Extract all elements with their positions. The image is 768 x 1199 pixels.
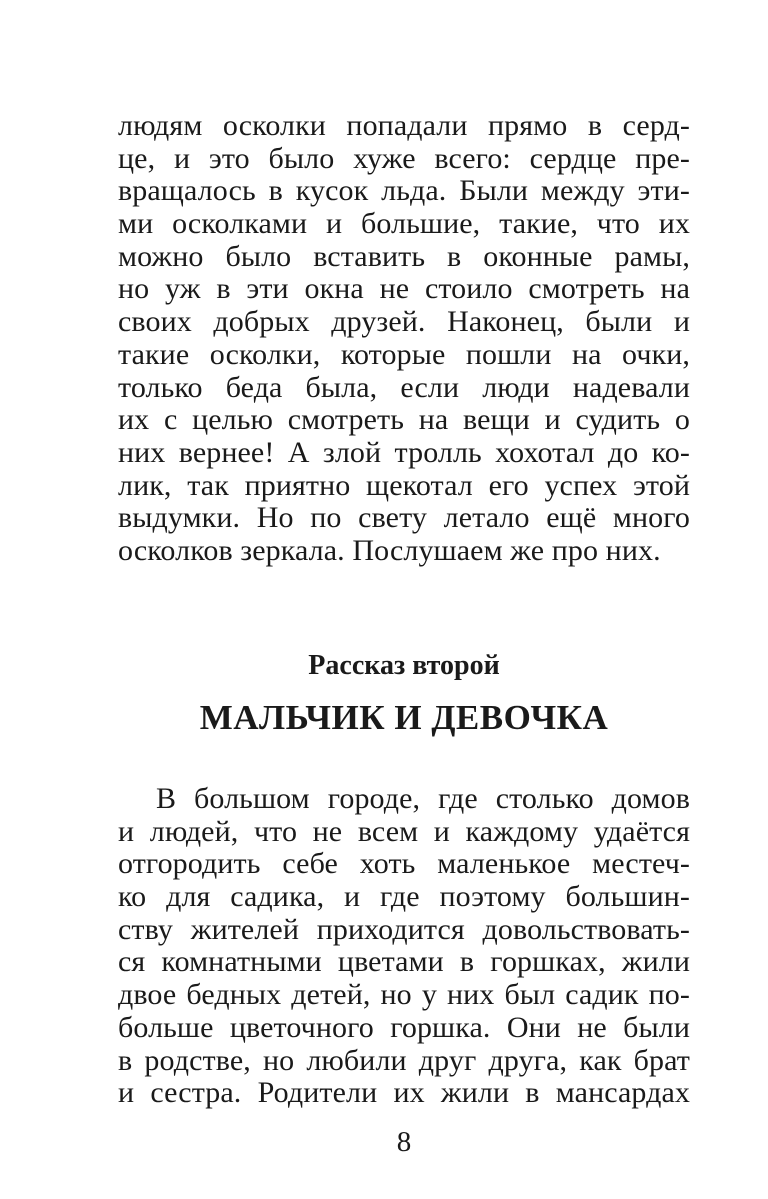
text-line: отгородить себе хоть маленькое местеч-	[118, 847, 690, 881]
text-line: их с целью смотреть на вещи и судить о	[118, 403, 690, 437]
paragraph-1	[118, 110, 690, 568]
text-line: ству жителей приходится довольствовать-	[118, 912, 690, 946]
text-line: двое бедных детей, но у них был садик по-	[118, 978, 690, 1012]
text-line: и сестра. Родители их жили в мансардах	[118, 1076, 690, 1110]
text-line: но уж в эти окна не стоило смотреть на	[118, 272, 690, 306]
text-line: такие осколки, которые пошли на очки,	[118, 337, 690, 371]
text-line: больше цветочного горшка. Они не были	[118, 1010, 690, 1044]
text-line: и людей, что не всем и каждому удаётся	[118, 814, 690, 848]
text-line: В большом городе, где столько домов	[156, 782, 690, 815]
text-line: в родстве, но любили друг друга, как брат	[118, 1043, 690, 1077]
text-line: них вернее! А злой тролль хохотал до ко-	[118, 435, 690, 469]
text-line: ми осколками и большие, такие, что их	[118, 207, 690, 241]
text-line: вращалось в кусок льда. Были между эти-	[118, 174, 690, 208]
text-line: можно было вставить в оконные рамы,	[118, 239, 690, 273]
text-line: выдумки. Но по свету летало ещё много	[118, 501, 690, 535]
text-line: ся комнатными цветами в горшках, жили	[118, 945, 690, 979]
text-line: только беда была, если люди надевали	[118, 370, 690, 404]
page-number: 8	[396, 1126, 412, 1158]
text-line: лик, так приятно щекотал его успех этой	[118, 468, 690, 502]
text-line: людям осколки попадали прямо в серд-	[118, 109, 690, 142]
chapter-subtitle: Рассказ второй	[308, 650, 500, 681]
paragraph-2	[118, 783, 690, 1110]
text-line: це, и это было хуже всего: сердце пре-	[118, 141, 690, 175]
text-line: осколков зеркала. Послушаем же про них.	[118, 533, 661, 567]
text-line: своих добрых друзей. Наконец, были и	[118, 305, 690, 339]
text-line: ко для садика, и где поэтому большин-	[118, 880, 690, 914]
chapter-title: МАЛЬЧИК И ДЕВОЧКА	[199, 698, 609, 737]
